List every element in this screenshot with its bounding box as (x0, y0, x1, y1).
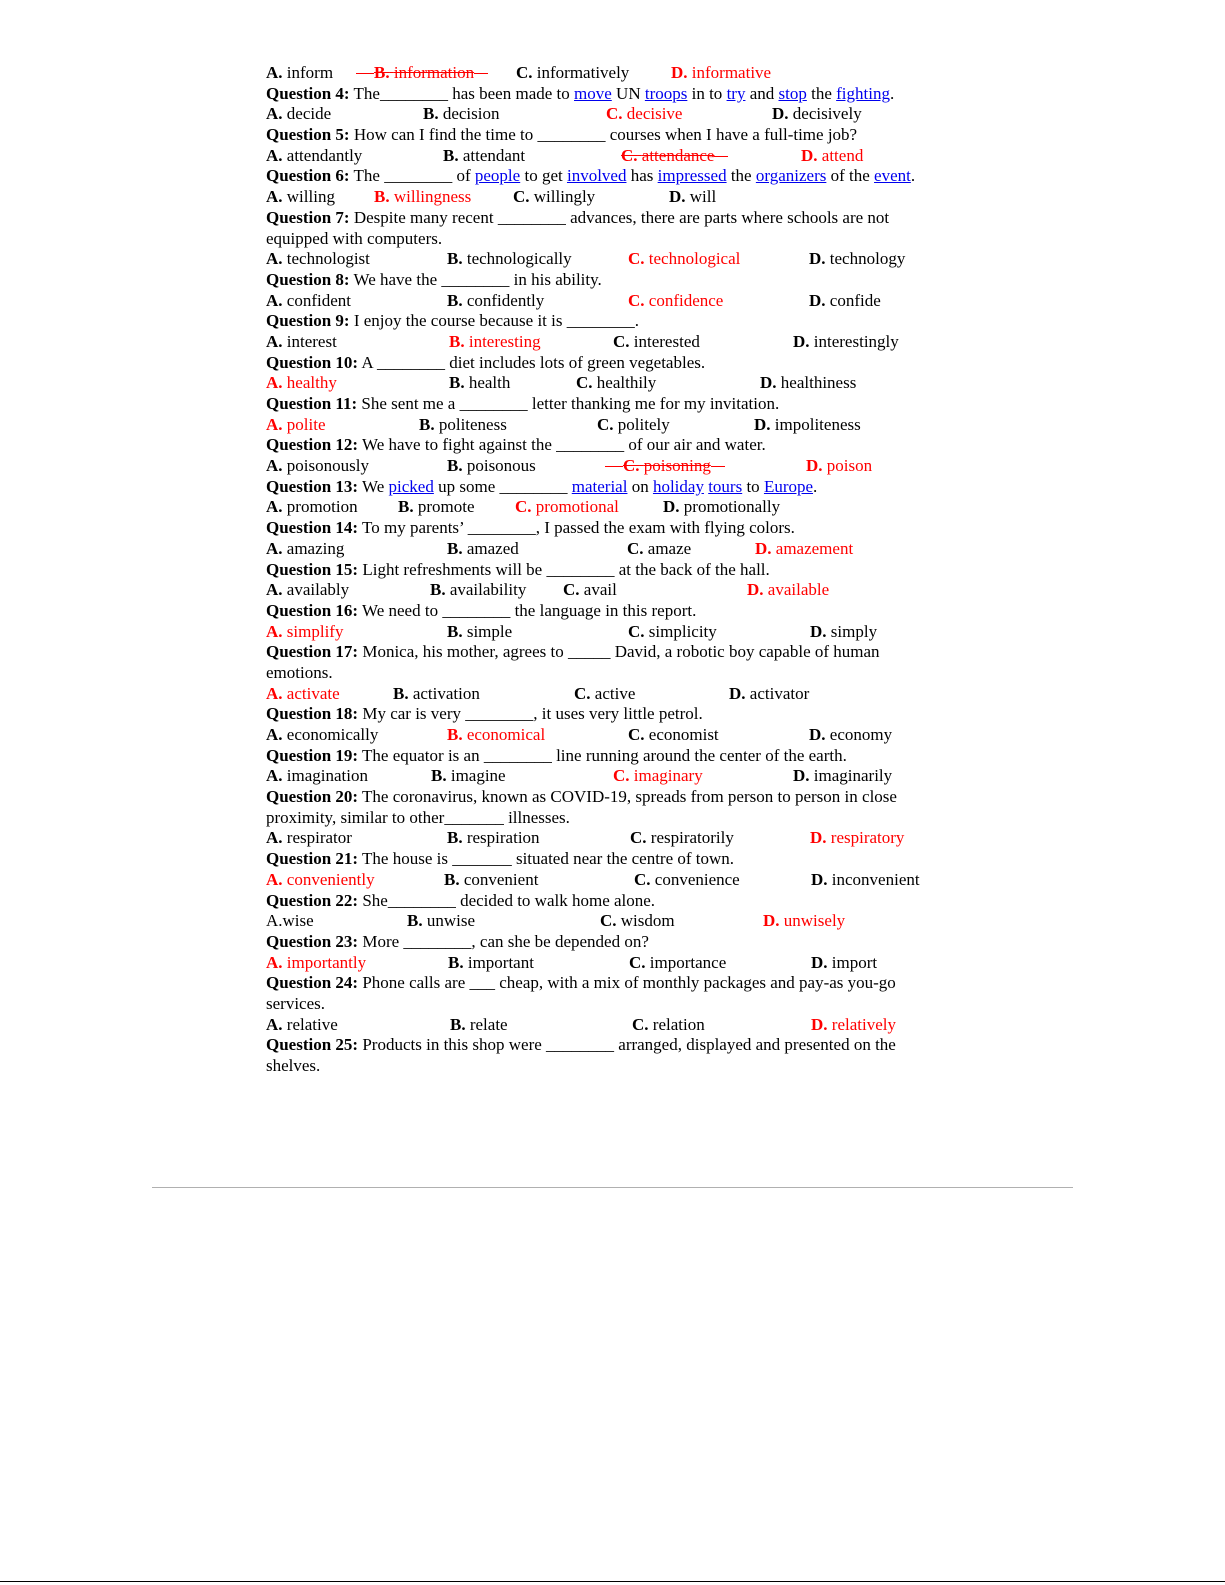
q8-option-b: B. confidently (447, 290, 545, 310)
q24-stem-cont: services. (266, 993, 326, 1013)
q16-option-a-answer: A. simplify (266, 621, 344, 641)
q13-label: Question 13: (266, 476, 359, 496)
q11-option-d: D. impoliteness (754, 414, 861, 434)
q23-option-d: D. import (811, 952, 878, 972)
q7-option-d: D. technology (809, 249, 906, 269)
q7-options (266, 249, 966, 270)
q24-label: Question 24: (266, 973, 359, 993)
q3-option-b-struck: B. information (374, 63, 475, 82)
q23-option-b: B. important (448, 952, 534, 972)
link-material[interactable]: material (571, 476, 628, 496)
q18-label: Question 18: (266, 704, 359, 724)
link-troops[interactable]: troops (644, 83, 688, 103)
q23-option-a-answer: A. importantly (266, 952, 367, 972)
q11-stem: Question 11: She sent me a ________ letter thanking me for my invitation. (266, 394, 780, 413)
q4-option-a: A. decide (266, 104, 332, 124)
page-divider (152, 1187, 1073, 1188)
q18-option-d: D. economy (809, 725, 893, 744)
q20-stem-cont: proximity, similar to other_______ illnesses. (266, 807, 570, 827)
q5-stem: Question 5: How can I find the time to ________ courses when I have a full-time job? (266, 125, 858, 145)
q11-option-a-answer: A. polite (266, 414, 326, 434)
q5-option-c-struck: C. attendance (621, 145, 715, 165)
link-europe[interactable]: Europe (763, 476, 814, 496)
q21-stem: Question 21: The house is _______ situated near the centre of town. (266, 849, 735, 869)
q8-options (266, 291, 966, 312)
q8-option-d: D. confide (809, 290, 881, 310)
q11-option-b: B. politeness (419, 414, 507, 434)
q20-label: Question 20: (266, 787, 359, 807)
link-people[interactable]: people (474, 166, 521, 186)
q6-option-b-answer: B. willingness (374, 187, 472, 207)
q8-stem: Question 8: We have the ________ in his ability. (266, 269, 602, 289)
q20-option-a: A. respirator (266, 828, 352, 848)
q14-option-d-answer: D. amazement (755, 538, 854, 558)
q12-options (266, 456, 966, 477)
q14-option-b: B. amazed (447, 538, 519, 558)
q8-option-a: A. confident (266, 290, 351, 310)
q19-label: Question 19: (266, 745, 359, 765)
link-impressed[interactable]: impressed (657, 166, 727, 186)
q13-option-a: A. promotion (266, 497, 358, 517)
q4-option-c-answer: C. decisive (606, 104, 683, 124)
q19-option-d: D. imaginarily (793, 766, 893, 786)
q17-option-c: C. active (574, 683, 636, 703)
q19-option-a: A. imagination (266, 766, 368, 786)
q5-option-a: A. attendantly (266, 145, 363, 165)
q22-option-d-answer: D. unwisely (763, 911, 846, 931)
q10-options (266, 373, 966, 394)
q15-option-c: C. avail (563, 580, 617, 600)
q22-stem: Question 22: She________ decided to walk home alone. (266, 890, 656, 910)
q20-stem: Question 20: The coronavirus, known as COVID-19, spreads from person to person in close (266, 787, 897, 807)
q20-option-d-answer: D. respiratory (810, 828, 905, 848)
q25-stem: Question 25: Products in this shop were ________ arranged, displayed and presented on the (266, 1035, 896, 1055)
q7-stem-cont: equipped with computers. (266, 228, 443, 248)
q16-option-b: B. simple (447, 621, 513, 641)
q10-stem: Question 10: A ________ diet includes lots of green vegetables. (266, 352, 706, 372)
q9-option-b-answer: B. interesting (449, 331, 541, 351)
q12-option-d-answer: D. poison (806, 456, 873, 476)
q6-option-d: D. will (669, 187, 717, 207)
q9-label: Question 9: (266, 311, 350, 331)
q6-options (266, 187, 966, 208)
link-event[interactable]: event (874, 166, 911, 186)
q24-option-a: A. relative (266, 1014, 338, 1034)
q5-option-d-answer: D. attend (801, 145, 864, 165)
q19-stem: Question 19: The equator is an ________ line running around the center of the earth. (266, 745, 847, 765)
q22-option-a: A.wise (266, 911, 314, 931)
q7-stem: Question 7: Despite many recent ________ advances, there are parts where schools are not (266, 207, 890, 227)
q17-label: Question 17: (266, 642, 359, 662)
q6-stem: Question 6: The ________ of people to get involved has impressed the organizers of the event. (266, 166, 916, 186)
q13-option-d: D. promotionally (663, 497, 781, 517)
q13-stem: Question 13: We picked up some ________ material on holiday tours to Europe. (266, 476, 818, 496)
q23-stem: Question 23: More ________, can she be depended on? (266, 931, 649, 951)
link-organizers[interactable]: organizers (755, 166, 827, 186)
q3-option-d-answer: D. informative (671, 63, 772, 82)
q13-options (266, 497, 966, 518)
q15-option-a: A. availably (266, 580, 350, 600)
q6-label: Question 6: (266, 166, 350, 186)
q22-label: Question 22: (266, 890, 359, 910)
link-try[interactable]: try (726, 83, 746, 103)
q14-option-c: C. amaze (627, 538, 692, 558)
q15-label: Question 15: (266, 559, 359, 579)
q17-stem: Question 17: Monica, his mother, agrees to _____ David, a robotic boy capable of human (266, 642, 880, 662)
q21-option-c: C. convenience (634, 869, 740, 889)
q11-label: Question 11: (266, 394, 358, 413)
q12-option-c-struck: C. poisoning (623, 456, 711, 476)
q21-option-d: D. inconvenient (811, 869, 920, 889)
q15-options (266, 580, 966, 601)
q20-option-b: B. respiration (447, 828, 540, 848)
q9-option-a: A. interest (266, 331, 337, 351)
link-move[interactable]: move (574, 83, 612, 103)
q22-option-c: C. wisdom (600, 911, 675, 931)
q21-label: Question 21: (266, 849, 359, 869)
q25-stem-cont: shelves. (266, 1056, 321, 1075)
q14-option-a: A. amazing (266, 538, 345, 558)
q14-label: Question 14: (266, 518, 359, 538)
q21-options (266, 870, 966, 891)
q18-stem: Question 18: My car is very ________, it uses very little petrol. (266, 704, 703, 724)
q17-option-d: D. activator (729, 683, 810, 703)
q16-option-d: D. simply (810, 621, 878, 641)
q12-label: Question 12: (266, 435, 359, 455)
q19-option-c-answer: C. imaginary (613, 766, 703, 786)
q9-option-c: C. interested (613, 331, 700, 351)
q20-options (266, 828, 966, 849)
q24-option-b: B. relate (450, 1014, 508, 1034)
q15-option-d-answer: D. available (747, 580, 830, 600)
q5-option-b: B. attendant (443, 145, 526, 165)
q20-option-c: C. respiratorily (630, 828, 734, 848)
q6-option-a: A. willing (266, 187, 335, 207)
q8-label: Question 8: (266, 269, 350, 289)
q12-option-a: A. poisonously (266, 456, 369, 476)
q3-option-a: A. inform (266, 63, 334, 82)
q21-option-a-answer: A. conveniently (266, 869, 375, 889)
q4-option-d: D. decisively (772, 104, 862, 124)
q10-option-a-answer: A. healthy (266, 373, 337, 393)
q7-option-c-answer: C. technological (628, 249, 741, 269)
q14-stem: Question 14: To my parents’ ________, I passed the exam with flying colors. (266, 518, 795, 538)
q19-options (266, 766, 966, 787)
q17-option-a-answer: A. activate (266, 683, 340, 703)
q5-label: Question 5: (266, 125, 350, 145)
q16-label: Question 16: (266, 600, 359, 620)
q10-label: Question 10: (266, 352, 359, 372)
q3-options (266, 63, 966, 84)
q13-option-c-answer: C. promotional (515, 497, 619, 517)
link-fighting[interactable]: fighting (836, 83, 890, 103)
q16-stem: Question 16: We need to ________ the language in this report. (266, 600, 697, 620)
link-holiday[interactable]: holiday (652, 476, 704, 496)
q11-option-c: C. politely (597, 414, 670, 434)
q16-options (266, 622, 966, 643)
worksheet-content (266, 63, 966, 1077)
q24-option-c: C. relation (632, 1014, 705, 1034)
link-stop[interactable]: stop (778, 83, 807, 103)
q19-option-b: B. imagine (431, 766, 506, 786)
q10-option-c: C. healthily (576, 373, 657, 393)
link-picked[interactable]: picked (388, 476, 434, 496)
q21-option-b: B. convenient (444, 869, 539, 889)
q9-options (266, 332, 966, 353)
q23-options (266, 953, 966, 974)
q7-option-a: A. technologist (266, 249, 370, 269)
q9-option-d: D. interestingly (793, 331, 899, 351)
q4-options (266, 104, 966, 125)
q7-label: Question 7: (266, 207, 350, 227)
q3-option-c: C. informatively (516, 63, 630, 82)
q17-options (266, 684, 966, 705)
q12-option-b: B. poisonous (447, 456, 536, 476)
q24-options (266, 1015, 966, 1036)
q18-option-a: A. economically (266, 725, 379, 744)
q25-label: Question 25: (266, 1035, 359, 1055)
q15-stem: Question 15: Light refreshments will be ________ at the back of the hall. (266, 559, 770, 579)
q4-option-b: B. decision (423, 104, 500, 124)
q18-option-c: C. economist (628, 725, 719, 744)
q4-stem: Question 4: The________ has been made to move UN troops in to try and stop the fighting. (266, 83, 895, 103)
q13-option-b: B. promote (398, 497, 475, 517)
q17-stem-cont: emotions. (266, 662, 333, 682)
q11-options (266, 415, 966, 436)
q8-option-c-answer: C. confidence (628, 290, 724, 310)
q7-option-b: B. technologically (447, 249, 572, 269)
q10-option-d: D. healthiness (760, 373, 857, 393)
q22-options (266, 911, 966, 932)
q23-option-c: C. importance (629, 952, 727, 972)
q4-label: Question 4: (266, 83, 350, 103)
q23-label: Question 23: (266, 931, 359, 951)
q18-option-b-answer: B. economical (447, 725, 546, 744)
page-bottom-edge (0, 1581, 1225, 1582)
q12-stem: Question 12: We have to fight against the ________ of our air and water. (266, 435, 766, 455)
q16-option-c: C. simplicity (628, 621, 717, 641)
q15-option-b: B. availability (430, 580, 527, 600)
q17-option-b: B. activation (393, 683, 480, 703)
q18-options (266, 725, 966, 746)
link-involved[interactable]: involved (566, 166, 627, 186)
q24-option-d-answer: D. relatively (811, 1014, 896, 1034)
q22-option-b: B. unwise (407, 911, 476, 931)
q14-options (266, 539, 966, 560)
q24-stem: Question 24: Phone calls are ___ cheap, with a mix of monthly packages and pay-as you-go (266, 973, 896, 993)
link-tours[interactable]: tours (708, 476, 743, 496)
q6-option-c: C. willingly (513, 187, 596, 207)
q10-option-b: B. health (449, 373, 511, 393)
q5-options (266, 146, 966, 167)
q9-stem: Question 9: I enjoy the course because it is ________. (266, 311, 639, 331)
